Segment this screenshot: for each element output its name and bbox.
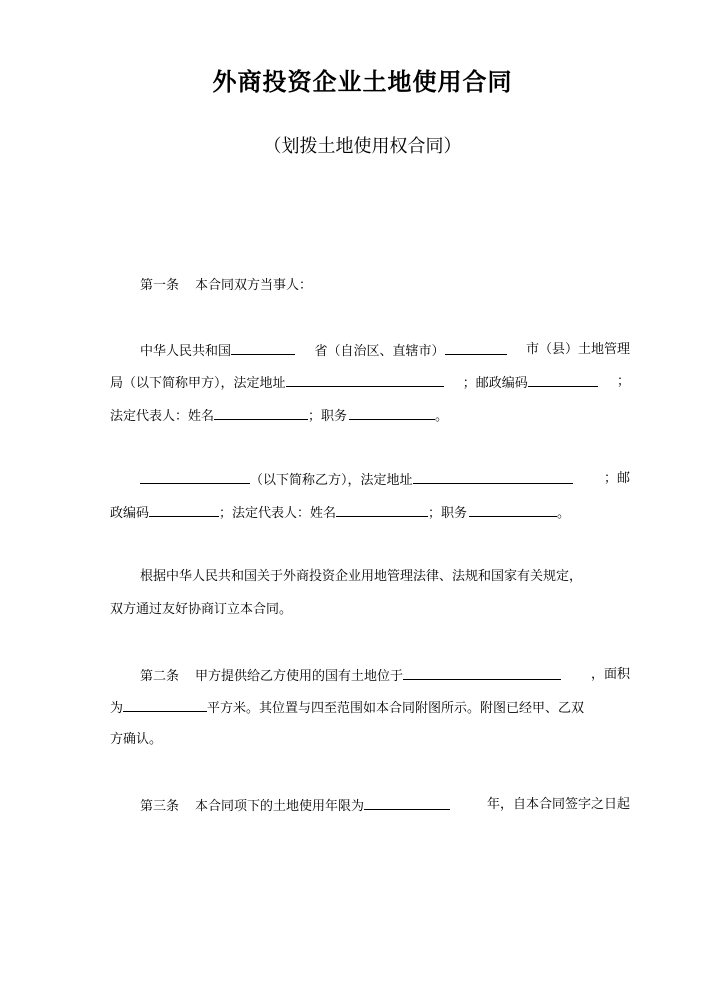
party-b-rep-label: ；法定代表人：姓名	[219, 506, 337, 521]
party-a-rep-label: 法定代表人：姓名	[110, 409, 215, 424]
city-blank	[445, 340, 507, 355]
party-a-postcode-blank	[528, 372, 598, 387]
term-start-text: 年，自本合同签字之日起	[486, 797, 630, 812]
party-a-title-blank	[349, 405, 435, 420]
area-label: ，面积	[590, 667, 630, 682]
party-a-line-1	[140, 340, 630, 362]
party-b-title-label: ；职务	[428, 506, 468, 521]
article2-location-label: 甲方提供给乙方使用的国有土地位于	[195, 669, 404, 684]
party-b-title-blank	[469, 502, 557, 517]
party-b-line-1	[140, 469, 630, 491]
article3-heading: 第三条	[140, 799, 180, 814]
party-b-postcode-label: 政编码	[110, 506, 150, 521]
document-title: 外商投资企业土地使用合同	[212, 68, 513, 96]
article1-heading: 第一条	[140, 278, 180, 293]
article3-line-1	[140, 795, 630, 817]
area-prefix: 为	[110, 701, 124, 716]
article1-line	[140, 276, 630, 296]
party-b-name-blank	[140, 469, 250, 484]
party-a-rep-name-blank	[214, 405, 308, 420]
land-bureau-label: 市（县）土地管理	[525, 342, 630, 357]
party-b-line-2	[110, 502, 630, 524]
province-label: 省（自治区、直辖市）	[314, 344, 445, 359]
area-blank	[123, 697, 207, 712]
area-text: 平方米。其位置与四至范围如本合同附图所示。附图已经甲、乙双	[207, 701, 585, 716]
punct: 。	[557, 506, 571, 521]
party-b-address-blank	[413, 469, 573, 484]
party-b-rep-name-blank	[336, 502, 428, 517]
party-a-line-3	[110, 405, 630, 427]
party-a-address-label: 局（以下简称甲方），法定地址	[110, 376, 286, 391]
basis-line-2: 双方通过友好协商订立本合同。	[110, 602, 293, 617]
party-a-line-2	[110, 372, 630, 394]
term-years-blank	[364, 795, 450, 810]
article2-line-3: 方确认。	[110, 732, 163, 747]
party-a-country: 中华人民共和国	[140, 344, 232, 359]
article2-heading: 第二条	[140, 669, 180, 684]
article2-line-1	[140, 665, 630, 687]
punct: 。	[435, 409, 449, 424]
article2-line-2	[110, 697, 630, 719]
party-b-postcode-blank	[149, 502, 219, 517]
party-b-postcode-label-start: ；邮	[603, 471, 630, 486]
document-subtitle: （划拨土地使用权合同）	[263, 136, 462, 157]
basis-line-1: 根据中华人民共和国关于外商投资企业用地管理法律、法规和国家有关规定，	[140, 569, 583, 584]
party-a-postcode-label: ；邮政编码	[462, 376, 528, 391]
province-blank	[231, 340, 295, 355]
land-location-blank	[403, 665, 561, 680]
party-b-address-label: （以下简称乙方），法定地址	[250, 473, 413, 488]
party-a-address-blank	[286, 372, 444, 387]
article1-text: 本合同双方当事人：	[195, 278, 313, 293]
party-a-title-label: ；职务	[308, 409, 348, 424]
punct: ；	[616, 374, 630, 389]
term-label: 本合同项下的土地使用年限为	[195, 799, 365, 814]
